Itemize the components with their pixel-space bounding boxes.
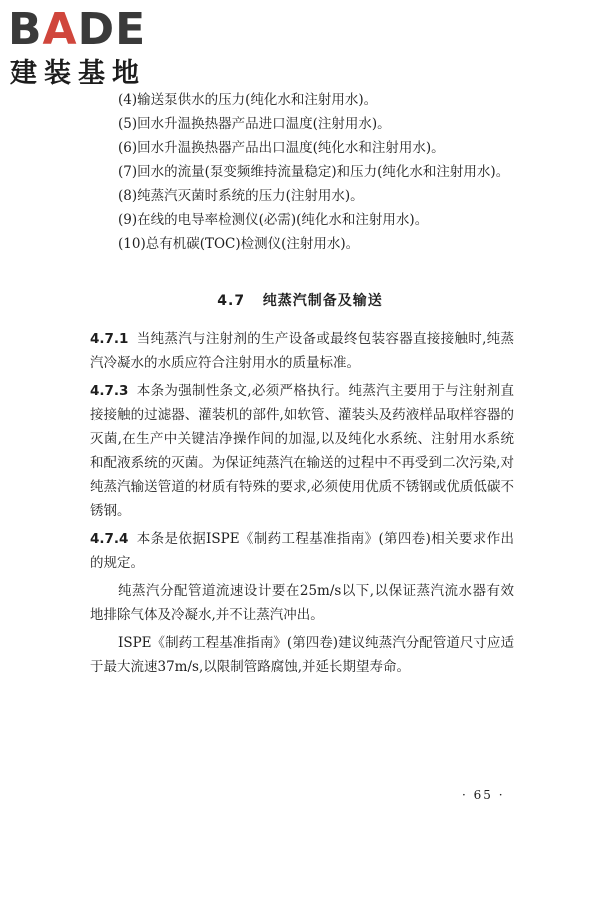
section-title: 纯蒸汽制备及输送 bbox=[262, 293, 383, 309]
section-heading bbox=[0, 290, 600, 310]
clause-text: 当纯蒸汽与注射剂的生产设备或最终包装容器直接接触时,纯蒸汽冷凝水的水质应符合注射用水的质量标准。 bbox=[90, 331, 514, 371]
body-paragraph: 纯蒸汽分配管道流速设计要在25m/s以下,以保证蒸汽流水器有效地排除气体及冷凝水,并不让蒸汽冲出。 bbox=[90, 583, 514, 623]
list-item: (10)总有机碳(TOC)检测仪(注射用水)。 bbox=[118, 236, 360, 252]
clause-paragraph bbox=[90, 379, 514, 523]
clause-text: 本条为强制性条文,必须严格执行。纯蒸汽主要用于与注射剂直接接触的过滤器、灌装机的部件,如软管、灌装头及药液样品取样容器的灭菌,在生产中关键洁净操作间的加湿,以及纯化水系统、注射用水系统和配液系统的灭菌。为保证纯蒸汽在输送的过程中不再受到二次污染,对纯蒸汽输送管道的材质有特殊的要求,必须使用优质不锈钢或优质低碳不锈钢。 bbox=[90, 383, 514, 519]
clause-number: 4.7.3 bbox=[90, 383, 129, 399]
clause-number: 4.7.4 bbox=[90, 531, 129, 547]
list-item: (8)纯蒸汽灭菌时系统的压力(注射用水)。 bbox=[118, 188, 364, 204]
page-number: · 65 · bbox=[462, 788, 505, 802]
list-item: (5)回水升温换热器产品进口温度(注射用水)。 bbox=[118, 116, 391, 132]
brand-logo bbox=[8, 4, 176, 92]
logo-wordmark: BADE bbox=[8, 4, 147, 55]
clause-paragraph bbox=[90, 327, 514, 375]
section-number: 4.7 bbox=[217, 293, 246, 309]
logo-subtitle: 建装基地 bbox=[10, 58, 146, 89]
list-item: (9)在线的电导率检测仪(必需)(纯化水和注射用水)。 bbox=[118, 212, 429, 228]
monitoring-item-list bbox=[90, 88, 510, 256]
section-body bbox=[90, 327, 514, 683]
list-item: (4)输送泵供水的压力(纯化水和注射用水)。 bbox=[118, 92, 378, 108]
body-paragraph: ISPE《制药工程基准指南》(第四卷)建议纯蒸汽分配管道尺寸应适于最大流速37m/s,以限制管路腐蚀,并延长期望寿命。 bbox=[90, 635, 514, 675]
list-item: (6)回水升温换热器产品出口温度(纯化水和注射用水)。 bbox=[118, 140, 445, 156]
list-item: (7)回水的流量(泵变频维持流量稳定)和压力(纯化水和注射用水)。 bbox=[118, 164, 510, 180]
clause-paragraph bbox=[90, 527, 514, 575]
clause-number: 4.7.1 bbox=[90, 331, 129, 347]
clause-text: 本条是依据ISPE《制药工程基准指南》(第四卷)相关要求作出的规定。 bbox=[90, 531, 514, 571]
